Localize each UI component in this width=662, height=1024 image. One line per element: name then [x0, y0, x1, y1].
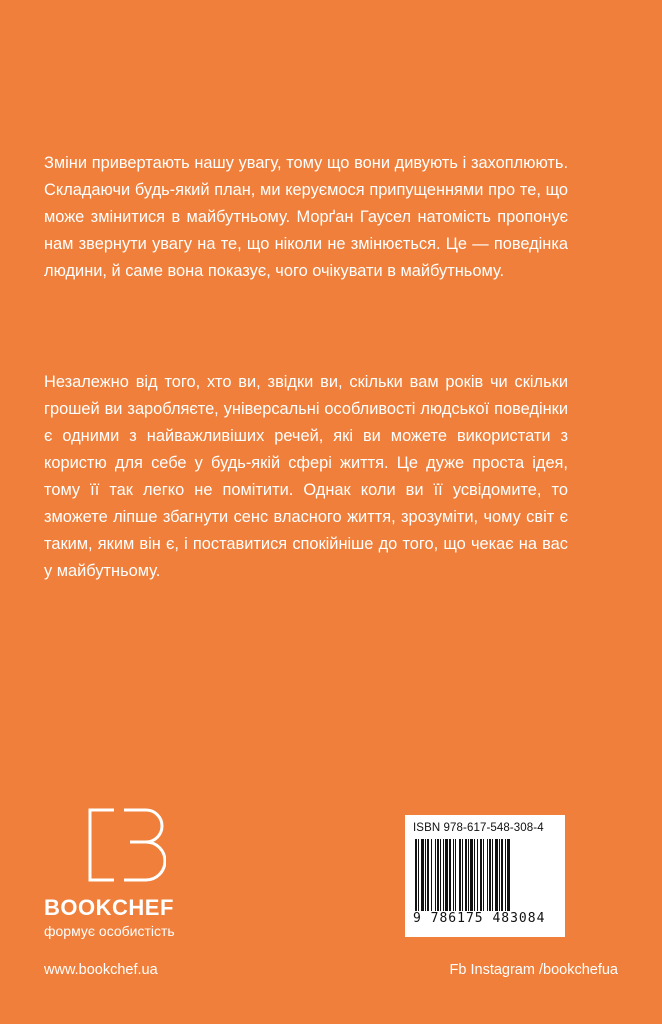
barcode-number: 9 786175 483084 [413, 911, 546, 926]
publisher-name: BOOKCHEF [44, 895, 174, 920]
isbn-label: ISBN 978-617-548-308-4 [413, 822, 544, 834]
description-paragraph-1: Зміни привертають нашу увагу, тому що вони дивують і захоплюють. Складаючи будь-який план, ми керуємося припущеннями про те, що може змінитися в майбутньому. Морґан Гаусел натомість пропонує нам звернути увагу на те, що ніколи не змінюється. Це — поведінка людини, й саме вона показує, чого очікувати в майбутньому. [44, 154, 568, 280]
barcode-bars [413, 839, 557, 911]
publisher-logo [44, 808, 244, 940]
publisher-social[interactable]: Fb Instagram /bookchefua [449, 962, 618, 978]
description-paragraph-2: Незалежно від того, хто ви, звідки ви, скільки вам років чи скільки грошей ви заробляєте, універсальні особливості людської поведінки є одними з найважливіших речей, які ви можете використати з користю для себе у будь-якій сфері життя. Це дуже проста ідея, тому її так легко не помітити. Однак коли ви її усвідомите, то зможете ліпше збагнути сенс власного життя, зрозуміти, чому світ є таким, яким він є, і поставитися спокійніше до того, що чекає на вас у майбутньому. [44, 373, 568, 580]
publisher-tagline: формує особистість [44, 923, 175, 939]
isbn-barcode [405, 815, 565, 937]
bookchef-logo-icon [44, 808, 166, 882]
publisher-website[interactable]: www.bookchef.ua [44, 962, 158, 978]
